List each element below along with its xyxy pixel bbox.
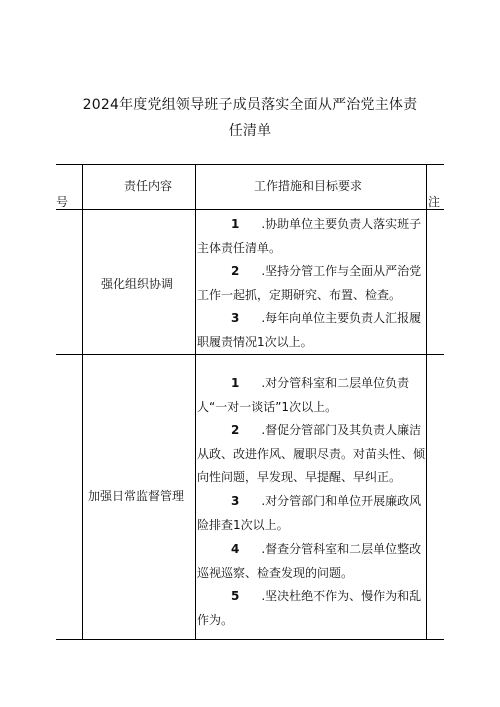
row1-item-1 [197, 213, 433, 260]
document-title-line1: 2024年度党组领导班子成员落实全面从严治党主体责 [82, 97, 418, 113]
table-border-top [56, 164, 444, 165]
item-text: .对分管部门和单位开展廉政风险排查1次以上。 [197, 494, 422, 532]
row2-item-1 [197, 372, 433, 419]
header-index: 号 [56, 195, 69, 209]
header-note: 注 [428, 195, 441, 209]
row2-item-5 [197, 585, 433, 632]
table-border-bottom [56, 639, 444, 640]
item-number: 1 [231, 376, 240, 390]
row2-item-2 [197, 419, 433, 490]
item-text: .坚持分管工作与全面从严治党工作一起抓，定期研究、布置、检查。 [197, 264, 422, 302]
item-text: .协助单位主要负责人落实班子主体责任清单。 [197, 217, 422, 255]
row2-category: 加强日常监督管理 [88, 489, 185, 503]
row1-item-3 [197, 307, 433, 354]
document-title-line2: 任清单 [228, 123, 272, 139]
item-text: .督促分管部门及其负责人廉洁从政、改进作风、履职尽责。对苗头性、倾向性问题，早发现、早提醒、早纠正。 [197, 423, 426, 484]
item-number: 2 [231, 423, 240, 437]
column-divider-2 [195, 164, 196, 640]
item-number: 5 [231, 589, 240, 603]
item-number: 4 [231, 542, 240, 556]
row1-category: 强化组织协调 [101, 277, 174, 291]
item-text: .每年向单位主要负责人汇报履职履责情况1次以上。 [197, 311, 422, 349]
header-content: 责任内容 [124, 179, 173, 193]
row1-divider [56, 354, 444, 355]
item-number: 3 [231, 311, 240, 325]
header-measures: 工作措施和目标要求 [254, 179, 363, 193]
column-divider-1 [82, 164, 83, 640]
row1-item-2 [197, 260, 433, 307]
item-number: 2 [231, 264, 240, 278]
header-row-divider [56, 209, 444, 210]
responsibility-table [56, 164, 444, 640]
item-text: .坚决杜绝不作为、慢作为和乱作为。 [197, 589, 422, 627]
row2-item-3 [197, 490, 433, 537]
item-text: .督查分管科室和二层单位整改巡视巡察、检查发现的问题。 [197, 542, 422, 580]
item-number: 3 [231, 494, 240, 508]
item-number: 1 [231, 217, 240, 231]
item-text: .对分管科室和二层单位负责人“一对一谈话”1次以上。 [197, 376, 410, 414]
row2-item-4 [197, 538, 433, 585]
